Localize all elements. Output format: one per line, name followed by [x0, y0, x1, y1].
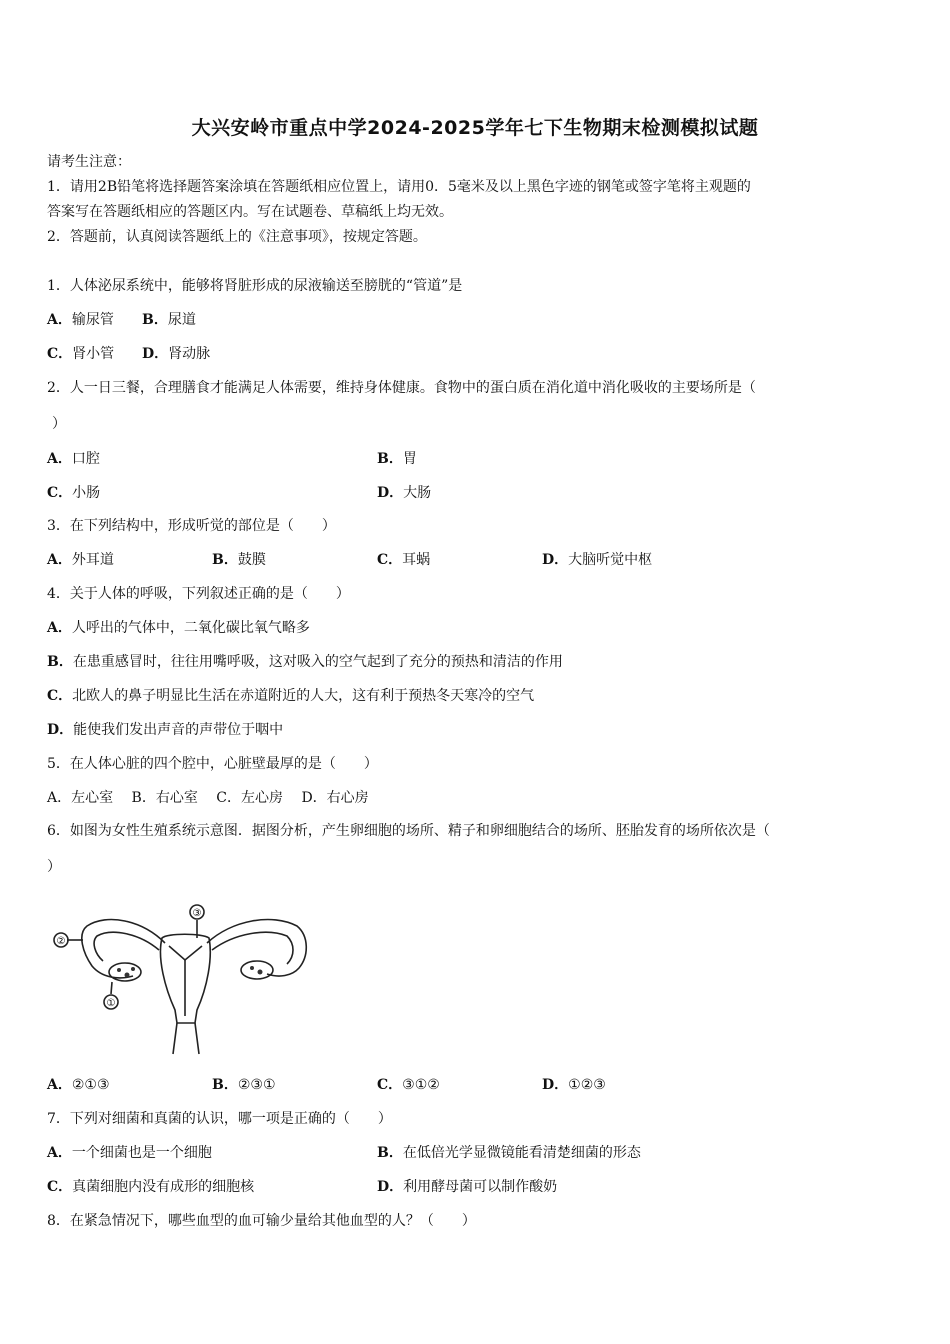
option-key: D． — [47, 722, 74, 738]
option-key: D． — [542, 552, 569, 568]
option-key: B． — [47, 654, 73, 670]
q2-option-b — [377, 450, 417, 468]
question-4-stem: 4．关于人体的呼吸，下列叙述正确的是（ ） — [47, 586, 350, 602]
female-reproductive-system-diagram — [47, 898, 322, 1056]
option-key: D． — [377, 485, 404, 501]
option-key: C． — [47, 688, 73, 704]
option-text: 一个细菌也是一个细胞 — [71, 1145, 212, 1161]
option-key: A． — [47, 552, 72, 568]
option-text: 口腔 — [71, 451, 100, 467]
page-title: 大兴安岭市重点中学2024-2025学年七下生物期末检测模拟试题 — [191, 117, 759, 139]
option-key: A． — [47, 312, 72, 328]
option-key: A． — [47, 451, 72, 467]
question-8-stem: 8．在紧急情况下，哪些血型的血可输少量给其他血型的人？（ ） — [47, 1213, 476, 1229]
q4-option-c — [47, 687, 534, 705]
option-text: 在低倍光学显微镜能看清楚细菌的形态 — [402, 1145, 641, 1161]
option-key: C． — [377, 1077, 403, 1093]
option-text: 外耳道 — [71, 552, 114, 568]
q1-option-a — [47, 311, 114, 329]
q6-option-c — [377, 1076, 440, 1094]
q7-option-b — [377, 1144, 641, 1162]
option-key: A． — [47, 1077, 72, 1093]
option-key: C． — [47, 346, 73, 362]
option-text: ②①③ — [71, 1077, 110, 1093]
question-7-stem: 7．下列对细菌和真菌的认识，哪一项是正确的（ ） — [47, 1111, 392, 1127]
option-text: 人呼出的气体中，二氧化碳比氧气略多 — [71, 620, 310, 636]
option-key: A． — [47, 620, 72, 636]
notice-item-1-line-2: 答案写在答题纸相应的答题区内。写在试题卷、草稿纸上均无效。 — [47, 204, 453, 220]
q7-option-c — [47, 1178, 254, 1196]
option-text: 耳蜗 — [402, 552, 431, 568]
q2-option-c — [47, 484, 100, 502]
option-text: 肾动脉 — [168, 346, 211, 362]
q6-option-b — [212, 1076, 276, 1094]
option-text: 能使我们发出声音的声带位于咽中 — [73, 722, 284, 738]
label-1: ① — [106, 998, 116, 1009]
label-2: ② — [56, 936, 66, 947]
right-fallopian-tube — [207, 920, 306, 976]
notice-item-2: 2．答题前，认真阅读答题纸上的《注意事项》，按规定答题。 — [47, 229, 427, 245]
option-key: B． — [377, 451, 403, 467]
option-key: B． — [212, 1077, 238, 1093]
q4-option-b — [47, 653, 563, 671]
option-key: C． — [377, 552, 403, 568]
option-text: 真菌细胞内没有成形的细胞核 — [72, 1179, 255, 1195]
option-text: 利用酵母菌可以制作酸奶 — [403, 1179, 558, 1195]
option-text: 肾小管 — [72, 346, 115, 362]
q3-option-a — [47, 551, 114, 569]
option-text: 在患重感冒时，往往用嘴呼吸，这对吸入的空气起到了充分的预热和清洁的作用 — [72, 654, 563, 670]
question-6-stem-line-1: 6．如图为女性生殖系统示意图．据图分析，产生卵细胞的场所、精子和卵细胞结合的场所、胚胎发育的场所依次是（ — [47, 823, 770, 839]
question-6-stem-line-2: ） — [47, 859, 61, 875]
option-key: D． — [142, 346, 169, 362]
option-key: B． — [377, 1145, 403, 1161]
q6-option-d — [542, 1076, 606, 1094]
label-3: ③ — [192, 908, 202, 919]
option-text: 北欧人的鼻子明显比生活在赤道附近的人大，这有利于预热冬天寒冷的空气 — [72, 688, 535, 704]
q1-option-c — [47, 345, 114, 363]
option-text: 大脑听觉中枢 — [568, 552, 653, 568]
vagina — [173, 1023, 199, 1054]
option-text: 胃 — [402, 451, 417, 467]
notice-item-1-line-1: 1．请用2B铅笔将选择题答案涂填在答题纸相应位置上，请用0．5毫米及以上黑色字迹的钢笔或签字笔将主观题的 — [47, 179, 751, 195]
notice-heading: 请考生注意： — [47, 154, 131, 170]
option-text: ②③① — [237, 1077, 276, 1093]
q3-option-c — [377, 551, 430, 569]
q6-option-a — [47, 1076, 110, 1094]
question-2-stem-line-2: ） — [52, 416, 66, 432]
q2-option-d — [377, 484, 431, 502]
option-text: ③①② — [402, 1077, 440, 1093]
q4-option-a — [47, 619, 310, 637]
option-key: C． — [47, 1179, 73, 1195]
option-key: D． — [377, 1179, 404, 1195]
q4-option-d — [47, 721, 283, 739]
option-text: 鼓膜 — [237, 552, 266, 568]
q2-option-a — [47, 450, 100, 468]
question-1-stem: 1．人体泌尿系统中，能够将肾脏形成的尿液输送至膀胱的“管道”是 — [47, 278, 463, 294]
option-text: 大肠 — [403, 485, 432, 501]
q1-option-b — [142, 311, 196, 329]
question-3-stem: 3．在下列结构中，形成听觉的部位是（ ） — [47, 518, 336, 534]
option-text: 尿道 — [167, 312, 196, 328]
option-key: B． — [142, 312, 168, 328]
q1-option-d — [142, 345, 210, 363]
right-ovary — [241, 961, 273, 979]
q7-option-a — [47, 1144, 212, 1162]
q5-options: A．左心室 B．右心室 C．左心房 D．右心房 — [47, 790, 369, 806]
option-text: 输尿管 — [71, 312, 114, 328]
question-2-stem-line-1: 2．人一日三餐，合理膳食才能满足人体需要，维持身体健康。食物中的蛋白质在消化道中消化吸收的主要场所是（ — [47, 380, 756, 396]
option-key: B． — [212, 552, 238, 568]
q3-option-b — [212, 551, 266, 569]
option-key: D． — [542, 1077, 569, 1093]
option-key: A． — [47, 1145, 72, 1161]
option-text: 小肠 — [72, 485, 101, 501]
q3-option-d — [542, 551, 652, 569]
q7-option-d — [377, 1178, 557, 1196]
option-text: ①②③ — [568, 1077, 606, 1093]
question-5-stem: 5．在人体心脏的四个腔中，心脏壁最厚的是（ ） — [47, 756, 378, 772]
option-key: C． — [47, 485, 73, 501]
